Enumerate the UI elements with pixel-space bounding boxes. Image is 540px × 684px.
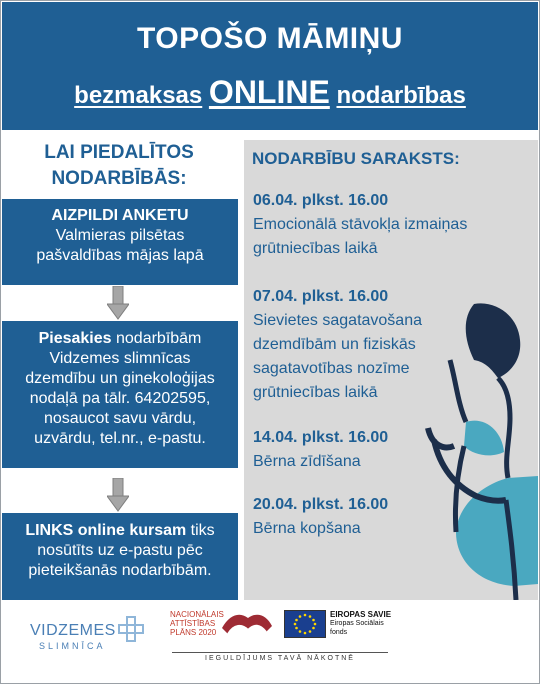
eu-flag-icon [284, 610, 326, 638]
header-banner [2, 2, 538, 130]
arrow-down-icon [107, 286, 129, 320]
step-course-link-title: LINKS online kursam [25, 522, 187, 539]
schedule-item: 14.04. plkst. 16.00 Bērna zīdīšana [253, 426, 493, 474]
medical-cross-icon [118, 616, 144, 642]
step-register-title: Piesakies [38, 330, 112, 347]
national-development-plan-logo: NACIONĀLAIS ATTĪSTĪBAS PLĀNS 2020 [170, 610, 224, 637]
step-course-link: LINKS online kursam tiks nosūtīts uz e-pastu pēc pieteikšanās nodarbībām. [2, 513, 238, 600]
schedule-item: 06.04. plkst. 16.00 Emocionālā stāvokļa izmaiņas grūtniecības laikā [253, 189, 493, 261]
esf-label: EIROPAS SAVIE Eiropas Sociālais fonds [330, 610, 392, 636]
schedule-panel [244, 140, 538, 600]
schedule-date: 06.04. plkst. 16.00 [253, 192, 389, 209]
schedule-item: 07.04. plkst. 16.00 Sievietes sagatavošana dzemdībām un fiziskās sagatavotības nozīme grūtniecības laikā [253, 285, 493, 405]
schedule-date: 07.04. plkst. 16.00 [253, 288, 389, 305]
investment-slogan: IEGULDĪJUMS TAVĀ NĀKOTNĒ [205, 655, 355, 662]
subtitle-sessions: nodarbības [336, 82, 466, 109]
schedule-item: 20.04. plkst. 16.00 Bērna kopšana [253, 493, 493, 541]
step-fill-form: AIZPILDI ANKETU Valmieras pilsētas pašvaldības mājas lapā [2, 199, 238, 285]
schedule-date: 20.04. plkst. 16.00 [253, 496, 389, 513]
schedule-heading: NODARBĪBU SARAKSTS: [252, 149, 460, 168]
subtitle-online: ONLINE [208, 74, 330, 110]
vidzemes-slimnica-logo: VIDZEMES SLIMNĪCA [30, 610, 140, 650]
sponsor-footer [2, 600, 538, 682]
step-fill-form-title: AIZPILDI ANKETU [51, 207, 189, 224]
latvia-flag-icon [220, 610, 274, 640]
step-register: Piesakies nodarbībām Vidzemes slimnīcas dzemdību un ginekoloģijas nodaļā pa tālr. 64202595, nosaucot savu vārdu, uzvārdu, tel.nr., e-pastu. [2, 321, 238, 468]
arrow-down-icon [107, 478, 129, 512]
schedule-date: 14.04. plkst. 16.00 [253, 429, 389, 446]
participation-heading: LAI PIEDALĪTOS NODARBĪBĀS: [44, 142, 194, 189]
page-subtitle [2, 74, 538, 111]
divider [172, 652, 388, 653]
page-title: TOPOŠO MĀMIŅU [137, 22, 403, 55]
subtitle-free: bezmaksas [74, 82, 203, 109]
